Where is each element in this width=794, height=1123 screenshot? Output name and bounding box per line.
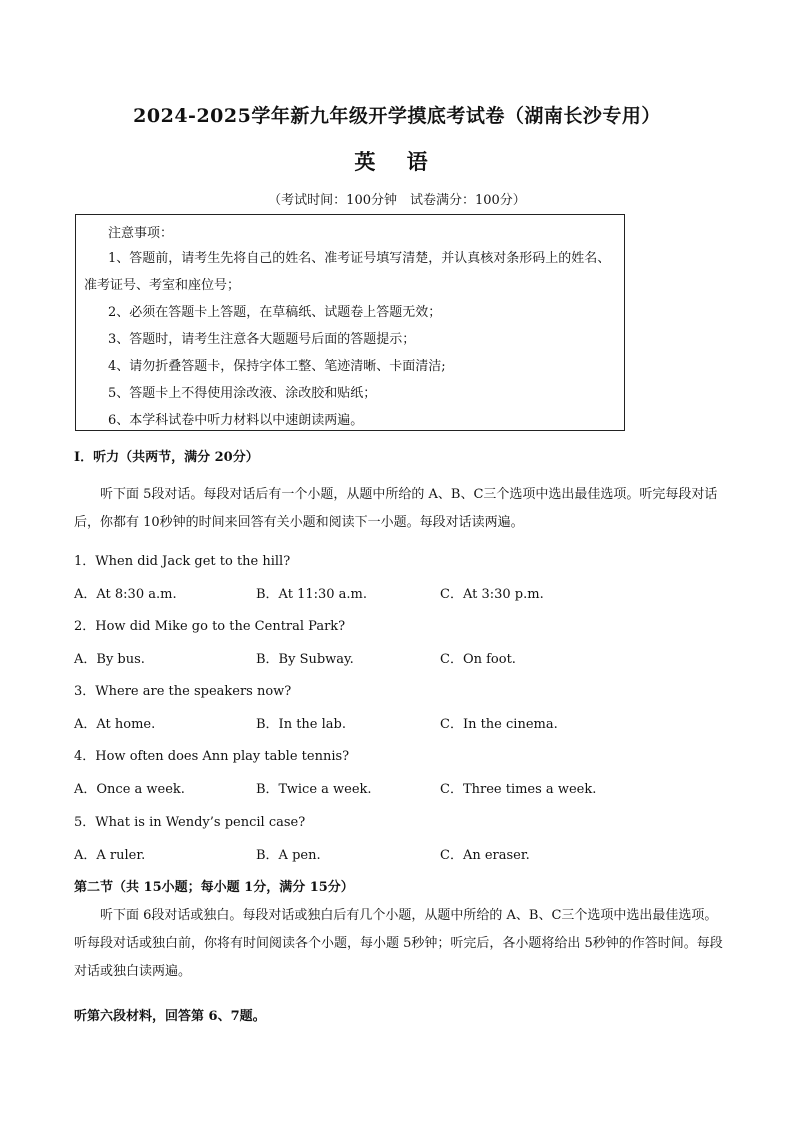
question-1-option-c: C．At 3:30 p.m.: [440, 587, 544, 602]
question-2-stem: 2．How did Mike go to the Central Park?: [74, 619, 346, 634]
question-4-stem: 4．How often does Ann play table tennis?: [74, 749, 350, 764]
notice-item-2: 2、必须在答题卡上答题，在草稿纸、试题卷上答题无效；: [108, 305, 442, 320]
exam-title: 2024-2025学年新九年级开学摸底考试卷（湖南长沙专用）: [133, 105, 661, 127]
question-5-option-c: C．An eraser.: [440, 848, 530, 863]
section2-subheading: 听第六段材料，回答第 6、7题。: [74, 1009, 266, 1024]
notice-item-5: 5、答题卡上不得使用涂改液、涂改胶和贴纸；: [108, 386, 377, 401]
question-4-option-a: A．Once a week.: [74, 782, 185, 797]
question-3-option-a: A．At home.: [74, 717, 156, 732]
question-3-option-c: C．In the cinema.: [440, 717, 558, 732]
notice-box: [75, 214, 625, 431]
section1-heading: I．听力（共两节，满分 20分）: [74, 450, 259, 465]
question-1-option-a: A．At 8:30 a.m.: [74, 587, 177, 602]
exam-meta: （考试时间：100分钟 试卷满分：100分）: [268, 193, 526, 208]
question-5-option-a: A．A ruler.: [74, 848, 146, 863]
question-5-stem: 5．What is in Wendy’s pencil case?: [74, 815, 306, 830]
notice-heading: 注意事项：: [108, 226, 174, 241]
question-4-option-c: C．Three times a week.: [440, 782, 597, 797]
question-2-option-b: B．By Subway.: [256, 652, 354, 667]
question-2-option-c: C．On foot.: [440, 652, 516, 667]
subject-title: 英 语: [354, 149, 440, 174]
question-1-stem: 1．When did Jack get to the hill?: [74, 554, 291, 569]
section2-heading: 第二节（共 15小题；每小题 1分，满分 15分）: [74, 880, 354, 895]
question-4-option-b: B．Twice a week.: [256, 782, 372, 797]
notice-item-6: 6、本学科试卷中听力材料以中速朗读两遍。: [108, 413, 364, 428]
question-1-option-b: B．At 11:30 a.m.: [256, 587, 368, 602]
question-3-stem: 3．Where are the speakers now?: [74, 684, 292, 699]
question-5-option-b: B．A pen.: [256, 848, 321, 863]
notice-item-3: 3、答题时，请考生注意各大题题号后面的答题提示；: [108, 332, 416, 347]
notice-item-1: 1、答题前，请考生先将自己的姓名、准考证号填写清楚，并认真核对条形码上的姓名、准考证号、考室和座位号；: [84, 251, 611, 293]
section1-instructions: 听下面 5段对话。每段对话后有一个小题，从题中所给的 A、B、C三个选项中选出最佳选项。听完每段对话后，你都有 10秒钟的时间来回答有关小题和阅读下一小题。每段对话读两遍。: [74, 487, 718, 530]
question-2-option-a: A．By bus.: [74, 652, 145, 667]
notice-item-4: 4、请勿折叠答题卡，保持字体工整、笔迹清晰、卡面清洁;: [108, 359, 446, 374]
question-3-option-b: B．In the lab.: [256, 717, 346, 732]
section2-instructions: 听下面 6段对话或独白。每段对话或独白后有几个小题，从题中所给的 A、B、C三个选项中选出最佳选项。听每段对话或独白前，你将有时间阅读各个小题，每小题 5秒钟；听完后，各小题将给出 5秒钟的作答时间。每段对话或独白读两遍。: [74, 908, 723, 979]
